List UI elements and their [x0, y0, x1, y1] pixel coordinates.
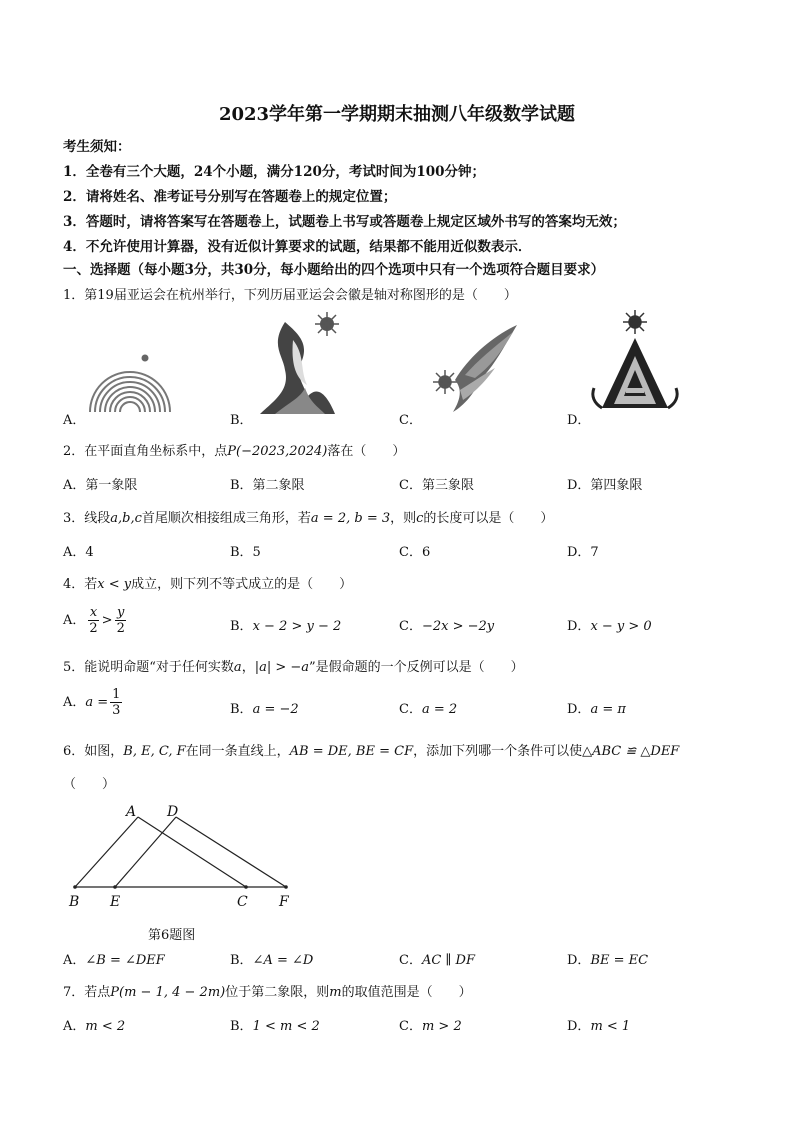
q6-option-b — [230, 949, 313, 968]
q4-p2: 成立，则下列不等式成立的是（ ） — [131, 577, 353, 592]
q5-option-b — [230, 698, 299, 717]
q5-text — [63, 656, 524, 675]
emblem-b-flame-icon — [255, 310, 355, 415]
q5-a-label: A． — [63, 695, 86, 710]
q5-option-a — [63, 688, 124, 717]
q3-p2: 首尾顺次相接组成三角形，若 — [141, 511, 311, 526]
q4-option-b — [230, 615, 341, 634]
label-point-c: C — [237, 894, 248, 910]
q2-option-c: C．第三象限 — [399, 478, 474, 493]
q6-c-label: C． — [399, 953, 422, 968]
q4-a-den-1: 2 — [89, 621, 98, 636]
q6-caption: 第6题图 — [148, 928, 196, 943]
q7-b-label: B． — [230, 1019, 253, 1034]
q4-a-num-2: y — [117, 605, 125, 620]
q6-p2: 在同一条直线上， — [185, 744, 290, 759]
q4-a-op: > — [101, 613, 113, 628]
q4-a-frac-1 — [87, 606, 99, 635]
q6-p3: ，添加下列哪一个条件可以使 — [413, 744, 583, 759]
q3-cvar: c — [416, 511, 424, 526]
label-point-a: A — [126, 804, 137, 820]
q6-option-d — [567, 949, 648, 968]
q2-option-b: B．第二象限 — [230, 478, 305, 493]
notice-item-2: 2．请将姓名、准考证号分别写在答题卷上的规定位置； — [63, 189, 397, 205]
q4-c-expr: −2x > −2y — [421, 619, 495, 634]
q6-text — [63, 740, 679, 759]
q1-label-b: B． — [230, 413, 253, 428]
q2-text — [63, 440, 405, 459]
q3-option-b: B．5 — [230, 545, 261, 560]
q1-label-c: C． — [399, 413, 422, 428]
q1-label-a: A． — [63, 413, 86, 428]
q2-option-a: A．第一象限 — [63, 478, 138, 493]
notice-item-1: 1．全卷有三个大题，24个小题，满分120分，考试时间为100分钟； — [63, 164, 486, 180]
q6-d-label: D． — [567, 953, 591, 968]
q5-c-label: C． — [399, 702, 422, 717]
label-point-b: B — [69, 894, 80, 910]
q4-b-label: B． — [230, 619, 253, 634]
q7-option-b — [230, 1015, 320, 1034]
q5-b-expr: a = −2 — [252, 702, 299, 717]
q5-a-num: 1 — [112, 687, 121, 702]
emblem-a-rainbow-icon — [85, 350, 175, 416]
q6-p1: 6．如图， — [63, 744, 124, 759]
q7-option-d — [567, 1015, 630, 1034]
q4-a-label: A． — [63, 613, 86, 628]
q1-text: 1．第19届亚运会在杭州举行，下列历届亚运会会徽是轴对称图形的是（ ） — [63, 288, 517, 303]
page-title: 2023学年第一学期期末抽测八年级数学试题 — [218, 104, 576, 125]
q6-b-label: B． — [230, 953, 253, 968]
q7-option-c — [399, 1015, 462, 1034]
q5-a-lhs: a = — [85, 695, 109, 710]
q7-point: P(m − 1, 4 − 2m) — [110, 985, 226, 1000]
q4-option-d — [567, 615, 652, 634]
q4-p1: 4．若 — [63, 577, 98, 592]
q5-a-frac — [110, 688, 122, 717]
label-point-d: D — [167, 804, 179, 820]
q5-p2: ， — [241, 660, 255, 675]
q7-option-a — [63, 1015, 125, 1034]
q3-p4: 的长度可以是（ ） — [423, 511, 554, 526]
q3-option-c: C．6 — [399, 545, 431, 560]
notice-heading: 考生须知： — [63, 139, 131, 155]
q5-p1: 5．能说明命题“对于任何实数 — [63, 660, 234, 675]
q2-pre: 2．在平面直角坐标系中，点 — [63, 444, 228, 459]
q5-var: a — [233, 660, 242, 675]
q4-text — [63, 573, 352, 592]
q4-b-expr: x − 2 > y − 2 — [252, 619, 342, 634]
q7-var: m — [329, 985, 342, 1000]
q2-post: 落在（ ） — [327, 444, 406, 459]
q3-option-d: D．7 — [567, 545, 599, 560]
label-point-e: E — [110, 894, 121, 910]
q4-d-expr: x − y > 0 — [590, 619, 652, 634]
q4-option-a — [63, 606, 129, 635]
q7-p1: 7．若点 — [63, 985, 111, 1000]
q4-option-c — [399, 615, 494, 634]
q4-d-label: D． — [567, 619, 591, 634]
q6-a-expr: ∠B = ∠DEF — [85, 953, 165, 968]
q5-option-d — [567, 698, 626, 717]
q7-c-expr: m > 2 — [421, 1019, 462, 1034]
q5-c-expr: a = 2 — [421, 702, 458, 717]
q7-p3: 的取值范围是（ ） — [341, 985, 472, 1000]
q6-b-expr: ∠A = ∠D — [252, 953, 314, 968]
q6-option-c — [399, 949, 475, 968]
q2-point: P(−2023,2024) — [227, 444, 328, 459]
q5-d-expr: a = π — [590, 702, 626, 717]
q6-figure — [60, 800, 310, 910]
q3-p3: ，则 — [390, 511, 417, 526]
q7-d-label: D． — [567, 1019, 591, 1034]
q7-b-expr: 1 < m < 2 — [252, 1019, 320, 1034]
q7-d-expr: m < 1 — [590, 1019, 631, 1034]
q6-a-label: A． — [63, 953, 86, 968]
q5-b-label: B． — [230, 702, 253, 717]
q4-c-label: C． — [399, 619, 422, 634]
q4-a-frac-2 — [115, 606, 127, 635]
emblem-c-wing-icon — [425, 320, 520, 415]
q7-a-label: A． — [63, 1019, 86, 1034]
q5-a-den: 3 — [112, 703, 121, 718]
q1-label-d: D． — [567, 413, 591, 428]
q3-text — [63, 507, 553, 526]
q6-option-a — [63, 949, 165, 968]
q6-pts: B, E, C, F — [123, 744, 186, 759]
section-heading: 一、选择题（每小题3分，共30分，每小题给出的四个选项中只有一个选项符合题目要求） — [63, 262, 605, 278]
q7-a-expr: m < 2 — [85, 1019, 126, 1034]
label-point-f: F — [279, 894, 289, 910]
q3-option-a: A．4 — [63, 545, 94, 560]
emblem-d-pagoda-icon — [588, 308, 683, 418]
q7-p2: 位于第二象限，则 — [225, 985, 330, 1000]
q7-c-label: C． — [399, 1019, 422, 1034]
q6-paren: （ ） — [63, 777, 116, 792]
q3-p1: 3．线段 — [63, 511, 111, 526]
q7-text — [63, 981, 472, 1000]
q6-c-expr: AC ∥ DF — [421, 953, 476, 968]
notice-item-3: 3．答题时，请将答案写在答题卷上，试题卷上书写或答题卷上规定区域外书写的答案均无效； — [63, 214, 626, 230]
q3-vars: a,b,c — [110, 511, 142, 526]
q5-p3: ”是假命题的一个反例可以是（ ） — [309, 660, 524, 675]
notice-item-4: 4．不允许使用计算器，没有近似计算要求的试题，结果都不能用近似数表示． — [63, 239, 532, 255]
q6-cond: AB = DE, BE = CF — [289, 744, 414, 759]
q3-cond: a = 2, b = 3 — [310, 511, 391, 526]
q2-option-d: D．第四象限 — [567, 478, 643, 493]
q6-d-expr: BE = EC — [590, 953, 649, 968]
q4-a-num-1: x — [89, 605, 98, 620]
q5-expr: |a| > −a — [254, 660, 310, 675]
q4-cond: x < y — [97, 577, 132, 592]
q5-d-label: D． — [567, 702, 591, 717]
q6-concl: △ABC ≌ △DEF — [582, 744, 680, 759]
q4-a-den-2: 2 — [116, 621, 125, 636]
q5-option-c — [399, 698, 457, 717]
